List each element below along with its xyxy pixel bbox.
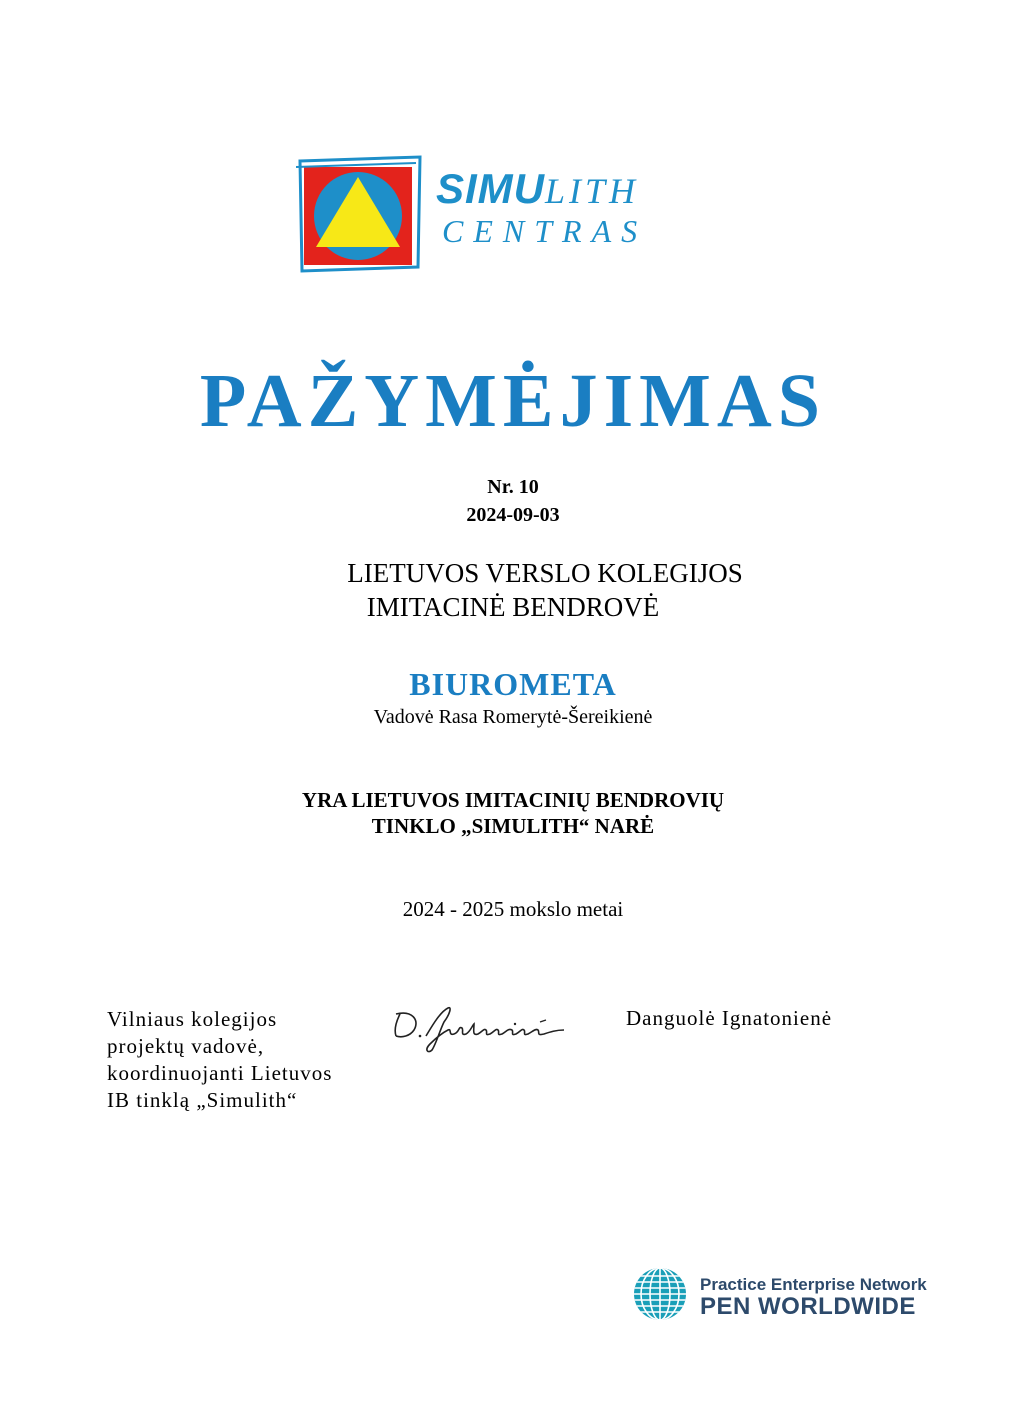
globe-icon — [632, 1266, 688, 1322]
membership-line-2: TINKLO „SIMULITH“ NARĖ — [371, 814, 655, 838]
signer-role-line: IB tinklą „Simulith“ — [107, 1088, 298, 1112]
organization-line-2: IMITACINĖ BENDROVĖ — [366, 592, 660, 622]
certificate-number: Nr. 10 — [487, 476, 539, 498]
simulith-emblem-icon — [296, 155, 436, 275]
company-manager: Vadovė Rasa Romerytė-Šereikienė — [373, 706, 653, 728]
membership-line-1: YRA LIETUVOS IMITACINIŲ BENDROVIŲ — [301, 788, 725, 812]
academic-year: 2024 - 2025 mokslo metai — [402, 897, 624, 921]
logo-subtitle: CENTRAS — [442, 213, 648, 249]
certificate-title: PAŽYMĖJIMAS — [199, 359, 827, 443]
logo-wordmark: SIMULITH — [436, 165, 640, 212]
signer-name: Danguolė Ignatonienė — [626, 1006, 833, 1030]
signer-role-line: Vilniaus kolegijos — [107, 1007, 278, 1031]
handwritten-signature — [386, 1000, 586, 1056]
pen-network-label: Practice Enterprise Network — [700, 1275, 927, 1294]
pen-worldwide-label: PEN WORLDWIDE — [700, 1293, 916, 1320]
signer-role-line: projektų vadovė, — [107, 1034, 265, 1058]
signer-role-line: koordinuojanti Lietuvos — [107, 1061, 333, 1085]
certificate-date: 2024-09-03 — [466, 504, 560, 526]
signer-role — [107, 1006, 407, 1114]
company-name: BIUROMETA — [409, 666, 617, 702]
simulith-logo — [296, 155, 716, 275]
organization-line-1: LIETUVOS VERSLO KOLEGIJOS — [347, 558, 743, 588]
